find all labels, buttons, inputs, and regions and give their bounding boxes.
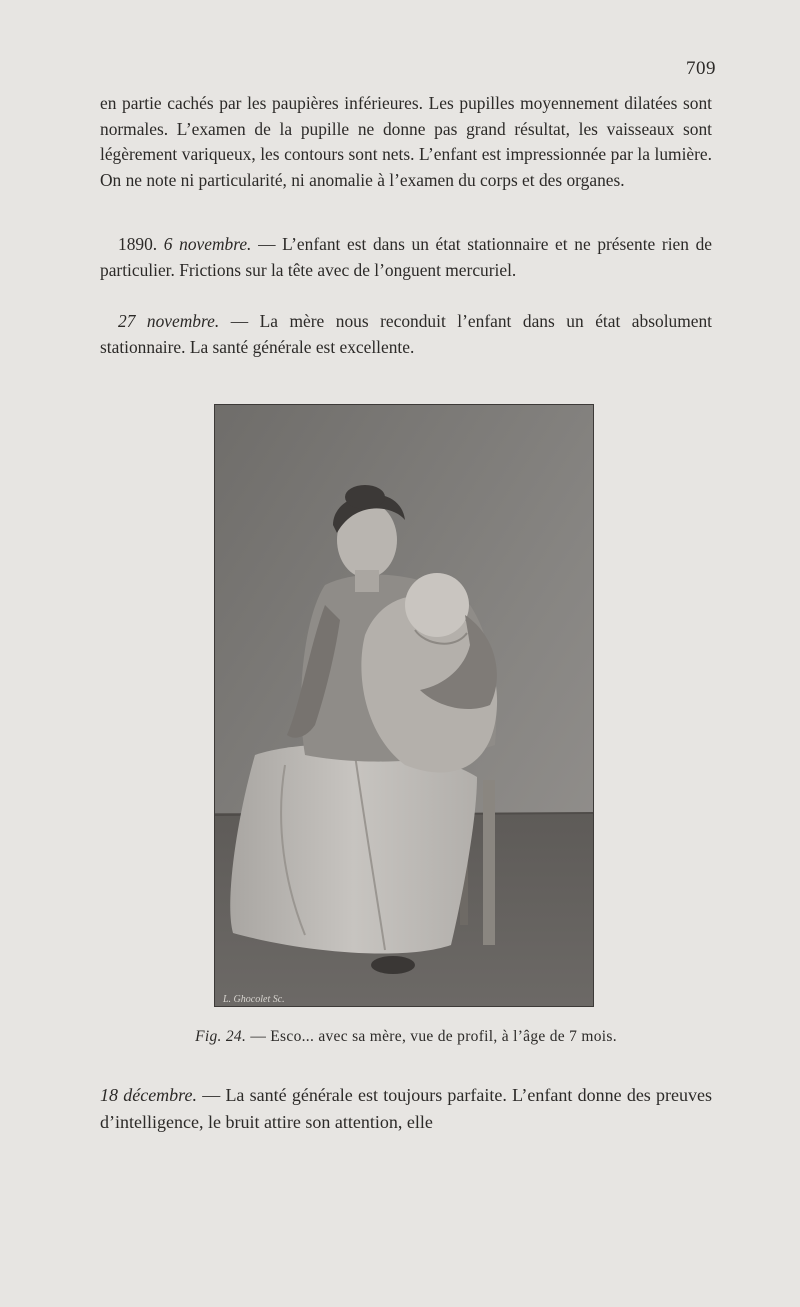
paragraph-examination: en partie cachés par les paupières inférieures. Les pupilles moyennement dilatées sont normales. L’examen de la pupille ne donne pas grand résultat, les vaisseaux sont légèrement variqueux, les contours sont nets. L’enfant est impressionnée par la lumière. On ne note ni particularité, ni anomalie à l’examen du corps et des organes. xyxy=(100,93,712,190)
paragraph-text: — L’enfant est dans un état stationnaire et ne présente rien de particulier. Frictions sur la tête avec de l’onguent mercuriel. xyxy=(100,234,712,280)
photograph-plate xyxy=(214,404,594,1007)
paragraph-27-novembre xyxy=(100,309,712,360)
paragraph-text: — La mère nous reconduit l’enfant dans un état absolument stationnaire. La santé générale est excellente. xyxy=(100,311,712,357)
paragraph-18-decembre xyxy=(100,1082,712,1136)
year-label: 1890. xyxy=(118,234,158,254)
paragraph-6-novembre xyxy=(100,232,712,283)
caption-text: — Esco... avec sa mère, vue de profil, à l’âge de 7 mois. xyxy=(246,1028,617,1045)
date-label: 27 novembre. xyxy=(118,311,220,331)
date-label: 6 novembre. xyxy=(163,234,252,254)
date-label: 18 décembre. xyxy=(100,1085,198,1105)
page-number: 709 xyxy=(686,58,716,79)
engraver-mark: L. Ghocolet Sc. xyxy=(223,994,285,1005)
photograph-mother-and-child xyxy=(215,405,593,1006)
figure-caption xyxy=(100,1028,712,1046)
paragraph-text: — La santé générale est toujours parfaite. L’enfant donne des preuves d’intelligence, le bruit attire son attention, elle xyxy=(100,1085,712,1132)
caption-prefix: Fig. 24. xyxy=(195,1028,247,1045)
